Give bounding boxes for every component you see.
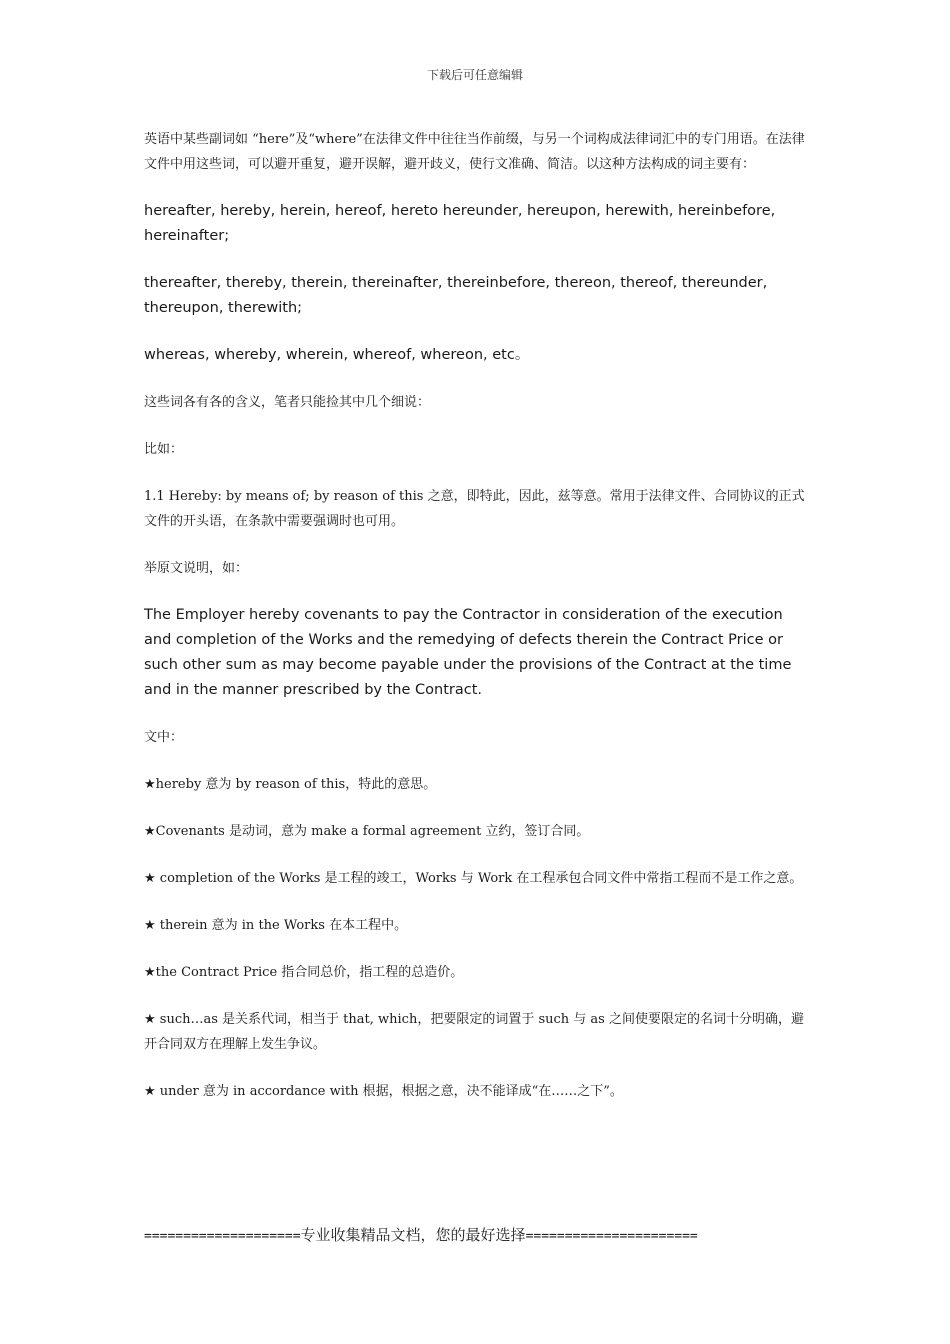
note-such-as: ★ such…as 是关系代词，相当于 that, which，把要限定的词置于 such 与 as 之间使要限定的名词十分明确，避开合同双方在理解上发生争议。 bbox=[144, 1012, 804, 1052]
note-completion: ★ completion of the Works 是工程的竣工，Works 与 Work 在工程承包合同文件中常指工程而不是工作之意。 bbox=[144, 871, 803, 886]
original-text-label: 举原文说明，如： bbox=[144, 561, 249, 576]
document-body bbox=[144, 127, 808, 1126]
contract-quote: The Employer hereby covenants to pay the Contractor in consideration of the execution and completion of the Works and the remedying of defects therein the Contract Price or such other sum as may become payable under the provisions of the Contract at the time and in the manner prescribed by the Contract. bbox=[144, 607, 792, 698]
note-contract-price: ★the Contract Price 指合同总价，指工程的总造价。 bbox=[144, 965, 464, 980]
notes-label: 文中： bbox=[144, 730, 184, 745]
footer-left-separator: ==================== bbox=[144, 1229, 301, 1244]
explanation-intro: 这些词各有各的含义，笔者只能捡其中几个细说： bbox=[144, 395, 431, 410]
note-hereby: ★hereby 意为 by reason of this，特此的意思。 bbox=[144, 777, 437, 792]
page-header: 下载后可任意编辑 bbox=[426, 68, 523, 82]
example-label: 比如： bbox=[144, 442, 184, 457]
note-covenants: ★Covenants 是动词，意为 make a formal agreement 立约，签订合同。 bbox=[144, 824, 590, 839]
hereby-definition: 1.1 Hereby: by means of; by reason of this 之意，即特此，因此，兹等意。常用于法律文件、合同协议的正式文件的开头语，在条款中需要强调时也可用。 bbox=[144, 489, 805, 529]
footer-right-separator: ====================== bbox=[525, 1229, 698, 1244]
there-words-list: thereafter, thereby, therein, thereinafter, thereinbefore, thereon, thereof, thereunder, thereupon, therewith; bbox=[144, 275, 768, 316]
where-words-list: whereas, whereby, wherein, whereof, whereon, etc。 bbox=[144, 347, 530, 363]
note-under: ★ under 意为 in accordance with 根据，根据之意，决不能译成“在……之下”。 bbox=[144, 1084, 623, 1099]
note-therein: ★ therein 意为 in the Works 在本工程中。 bbox=[144, 918, 408, 933]
intro-paragraph: 英语中某些副词如 “here”及“where”在法律文件中往往当作前缀，与另一个词构成法律词汇中的专门用语。在法律文件中用这些词，可以避开重复，避开误解，避开歧义，使行文准确、简洁。以这种方法构成的词主要有： bbox=[144, 132, 805, 172]
page-footer bbox=[144, 1225, 808, 1247]
here-words-list: hereafter, hereby, herein, hereof, hereto hereunder, hereupon, herewith, hereinbefore, hereinafter; bbox=[144, 203, 776, 244]
footer-text: 专业收集精品文档，您的最好选择 bbox=[300, 1226, 526, 1244]
